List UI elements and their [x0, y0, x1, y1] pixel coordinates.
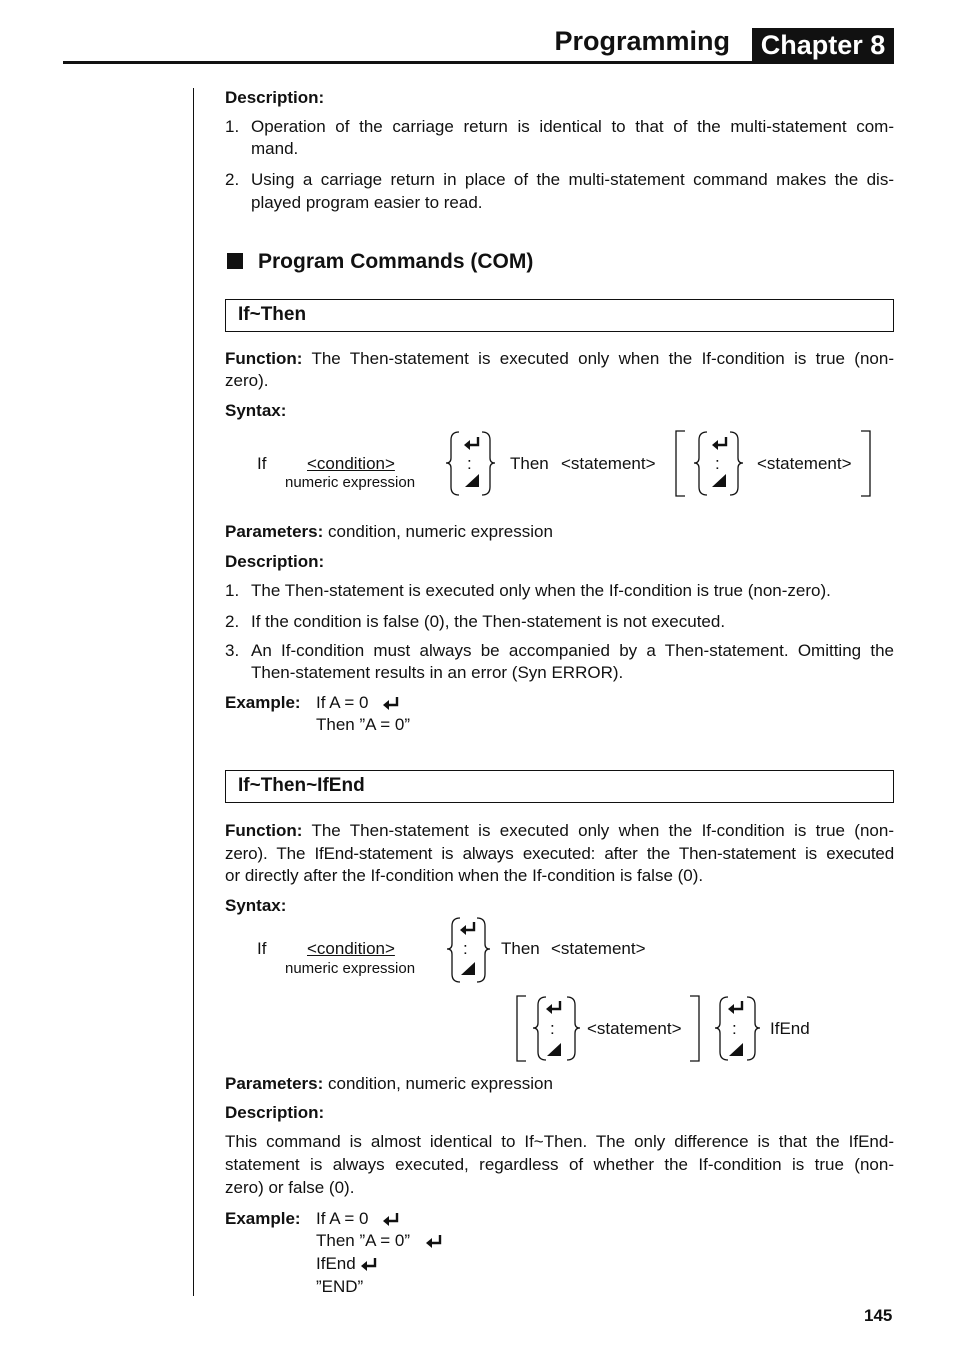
- if-then-function-text: The Then-statement is executed only when the If-condition is true (non-: [311, 349, 894, 368]
- left-square-bracket: [517, 996, 526, 1061]
- left-brace: [533, 997, 546, 1060]
- carriage-return-icon: [361, 1258, 377, 1270]
- if-then-ifend-heading: If~Then~IfEnd: [238, 775, 365, 796]
- right-brace: [747, 997, 760, 1060]
- top-description-num-1: 1.: [225, 117, 240, 136]
- if-then-example-label: Example:: [225, 693, 301, 712]
- ifend-parameters: [225, 1072, 553, 1095]
- ifend-example-label: Example:: [225, 1209, 301, 1228]
- ifend-function-label: Function:: [225, 821, 303, 840]
- ifend-example-line-3: IfEnd: [316, 1254, 356, 1273]
- ifend-syntax-colon-2: :: [550, 1019, 555, 1038]
- if-then-desc-2: If the condition is false (0), the Then-statement is not executed.: [251, 612, 726, 631]
- if-then-desc-num-1: 1.: [225, 581, 240, 600]
- ifend-parameters-label: Parameters:: [225, 1074, 324, 1093]
- display-triangle-icon: [547, 1043, 561, 1056]
- top-description-item-1-line2: mand.: [251, 139, 299, 158]
- ifend-syntax-if: If: [257, 939, 267, 958]
- if-then-syntax-label: Syntax:: [225, 401, 287, 420]
- if-then-heading: If~Then: [238, 304, 307, 325]
- if-then-syntax-statement-2: <statement>: [757, 454, 852, 473]
- if-then-desc-1: The Then-statement is executed only when the If-condition is true (non-zero).: [251, 581, 831, 600]
- ifend-syntax-ifend: IfEnd: [770, 1019, 810, 1038]
- carriage-return-icon: [426, 1235, 442, 1247]
- if-then-syntax-condition: <condition>: [307, 454, 395, 473]
- ifend-function-line3: or directly after the If-condition when the If-condition is false (0).: [225, 866, 704, 885]
- ifend-description-line1: This command is almost identical to If~Then. The only difference is that the IfEnd-: [225, 1132, 894, 1151]
- carriage-return-icon: [728, 1001, 744, 1013]
- display-triangle-icon: [729, 1043, 743, 1056]
- if-then-desc-num-2: 2.: [225, 612, 240, 631]
- if-then-desc-3-line1: An If-condition must always be accompanied by a Then-statement. Omitting the: [251, 641, 894, 660]
- if-then-parameters-text: condition, numeric expression: [328, 522, 553, 541]
- ifend-example-line-2: Then ”A = 0”: [316, 1231, 411, 1250]
- ifend-syntax-colon-1: :: [463, 939, 468, 958]
- chapter-badge: Chapter 8: [752, 28, 894, 64]
- right-brace: [477, 918, 490, 982]
- ifend-description-line3: zero) or false (0).: [225, 1178, 355, 1197]
- top-description-item-1-line1: Operation of the carriage return is identical to that of the multi-statement com-: [251, 117, 894, 136]
- if-then-parameters-label: Parameters:: [225, 522, 324, 541]
- if-then-function-label: Function:: [225, 349, 303, 368]
- if-then-syntax-statement-1: <statement>: [561, 454, 656, 473]
- if-then-syntax-colon-2: :: [715, 454, 720, 473]
- ifend-description-label: Description:: [225, 1103, 325, 1122]
- top-description-item-2-line1: Using a carriage return in place of the multi-statement command makes the dis-: [251, 170, 894, 189]
- ifend-syntax-statement-1: <statement>: [551, 939, 646, 958]
- ifend-example-line-1: If A = 0: [316, 1209, 369, 1228]
- right-brace: [567, 997, 580, 1060]
- ifend-syntax-label: Syntax:: [225, 896, 287, 915]
- carriage-return-icon: [460, 922, 476, 934]
- ifend-parameters-text: condition, numeric expression: [328, 1074, 553, 1093]
- left-brace: [715, 997, 728, 1060]
- if-then-example-line-2: Then ”A = 0”: [316, 715, 411, 734]
- if-then-syntax-if: If: [257, 454, 267, 473]
- ifend-syntax-condition: <condition>: [307, 939, 395, 958]
- if-then-description-label: Description:: [225, 552, 325, 571]
- header-title: Programming: [554, 26, 730, 56]
- left-brace: [447, 918, 460, 982]
- carriage-return-icon: [383, 1213, 399, 1225]
- right-square-bracket: [690, 996, 699, 1061]
- ifend-function-line2: zero). The IfEnd-statement is always executed: after the Then-statement is executed: [225, 844, 894, 863]
- ifend-syntax-condition-note: numeric expression: [285, 960, 416, 977]
- page-number: 145: [864, 1306, 893, 1325]
- ifend-syntax-statement-2: <statement>: [587, 1019, 682, 1038]
- carriage-return-icon: [546, 1001, 562, 1013]
- ifend-syntax-colon-3: :: [732, 1019, 737, 1038]
- ifend-function-text: The Then-statement is executed only when the If-condition is true (non-: [311, 821, 894, 840]
- if-then-function-line2: zero).: [225, 371, 269, 390]
- ifend-example-line-4: ”END”: [316, 1277, 364, 1296]
- if-then-desc-3-line2: Then-statement results in an error (Syn ERROR).: [251, 663, 624, 682]
- display-triangle-icon: [461, 962, 475, 975]
- section-title: Program Commands (COM): [258, 250, 534, 273]
- if-then-example-line-1: If A = 0: [316, 693, 369, 712]
- top-description-num-2: 2.: [225, 170, 240, 189]
- if-then-syntax-then: Then: [510, 454, 549, 473]
- if-then-syntax-colon-1: :: [467, 454, 472, 473]
- if-then-syntax-condition-note: numeric expression: [285, 474, 416, 491]
- top-description-item-2-line2: played program easier to read.: [251, 193, 483, 212]
- top-description-label: Description:: [225, 88, 325, 107]
- if-then-desc-num-3: 3.: [225, 641, 240, 660]
- ifend-syntax-then: Then: [501, 939, 540, 958]
- ifend-description-line2: statement is always executed, regardless of whether the If-condition is true (non-: [225, 1155, 894, 1174]
